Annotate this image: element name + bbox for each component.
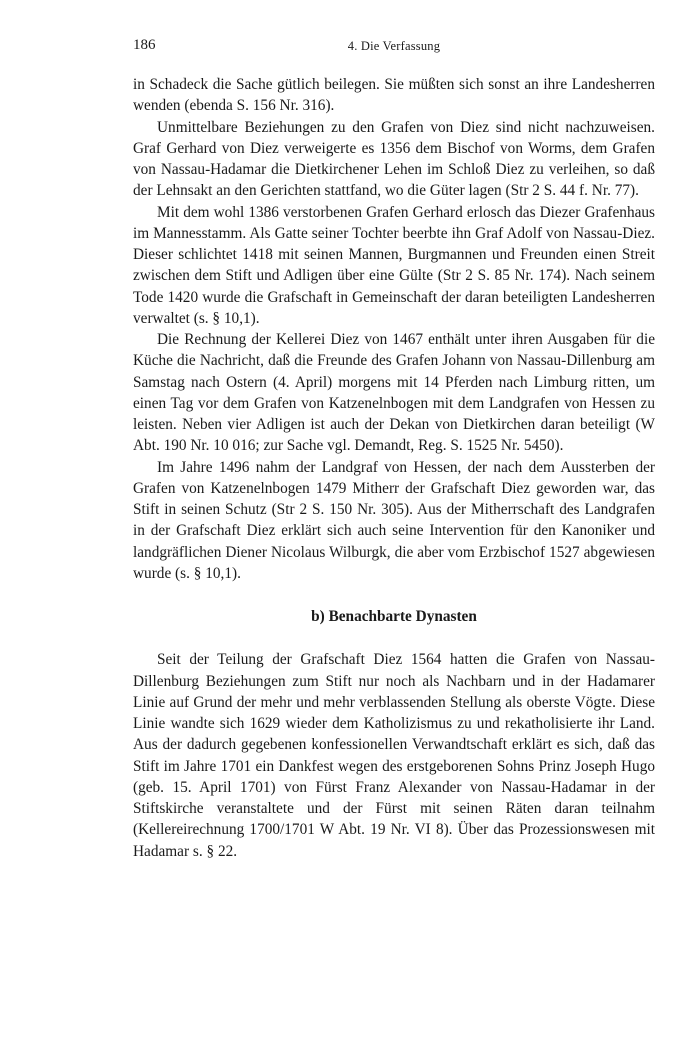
body-text: [133, 74, 655, 862]
paragraph: Seit der Teilung der Grafschaft Diez 1564 hatten die Grafen von Nassau-Dillenburg Beziehungen zum Stift nur noch als Nachbarn und in der Hadamarer Linie auf Grund der mehr und mehr verblassenden Stellung als oberste Vögte. Diese Linie wandte sich 1629 wieder dem Katholizismus zu und rekatholisierte ihr Land. Aus der dadurch gegebenen konfessionellen Verwandtschaft erklärt es sich, daß das Stift im Jahre 1701 ein Dankfest wegen des erstgeborenen Sohns Prinz Joseph Hugo (geb. 15. April 1701) von Fürst Franz Alexander von Nassau-Hadamar in der Stiftskirche veranstaltete und der Fürst mit seinen Räten daran teilnahm (Kellereirechnung 1700/1701 W Abt. 19 Nr. VI 8). Über das Prozessionswesen mit Hadamar s. § 22.: [133, 651, 655, 860]
paragraph: Mit dem wohl 1386 verstorbenen Grafen Gerhard erlosch das Diezer Grafenhaus im Mannesstamm. Als Gatte seiner Tochter beerbte ihn Graf Adolf von Nassau-Diez. Dieser schlichtet 1418 mit seinen Mannen, Burgmannen und Freunden einen Streit zwischen dem Stift und Adligen über eine Gülte (Str 2 S. 85 Nr. 174). Nach seinem Tode 1420 wurde die Grafschaft in Gemeinschaft der daran beteiligten Landesherren verwaltet (s. § 10,1).: [133, 203, 655, 327]
running-head: 4. Die Verfassung: [347, 39, 441, 53]
paragraph: Im Jahre 1496 nahm der Landgraf von Hessen, der nach dem Aussterben der Grafen von Katzenelnbogen 1479 Mitherr der Grafschaft Diez geworden war, das Stift in seinen Schutz (Str 2 S. 150 Nr. 305). Aus der Mitherrschaft des Landgrafen in der Grafschaft Diez erklärt sich auch seine Intervention für den Kanoniker und landgräflichen Diener Nicolaus Wilburgk, die aber vom Erzbischof 1527 abgewiesen wurde (s. § 10,1).: [133, 458, 655, 582]
section-heading: b) Benachbarte Dynasten: [311, 608, 477, 625]
paragraph: Die Rechnung der Kellerei Diez von 1467 enthält unter ihren Ausgaben für die Küche die Nachricht, daß die Freunde des Grafen Johann von Nassau-Dillenburg am Samstag nach Ostern (4. April) morgens mit 14 Pferden nach Limburg ritten, um einen Tag vor dem Grafen von Katzenelnbogen mit dem Landgrafen von Hessen zu leisten. Neben vier Adligen ist auch der Dekan von Dietkirchen daran beteiligt (W Abt. 190 Nr. 10 016; zur Sache vgl. Demandt, Reg. S. 1525 Nr. 5450).: [133, 331, 655, 455]
paragraph: Unmittelbare Beziehungen zu den Grafen von Diez sind nicht nachzuweisen. Graf Gerhard von Diez verweigerte es 1356 dem Bischof von Worms, dem Grafen von Nassau-Hadamar die Dietkirchener Lehen im Schloß Diez zu verleihen, so daß der Lehnsakt an den Gerichten stattfand, wo die Güter lagen (Str 2 S. 44 f. Nr. 77).: [133, 118, 655, 200]
page-number: 186: [133, 37, 156, 53]
paragraph: in Schadeck die Sache gütlich beilegen. Sie müßten sich sonst an ihre Landesherren wenden (ebenda S. 156 Nr. 316).: [133, 76, 655, 115]
